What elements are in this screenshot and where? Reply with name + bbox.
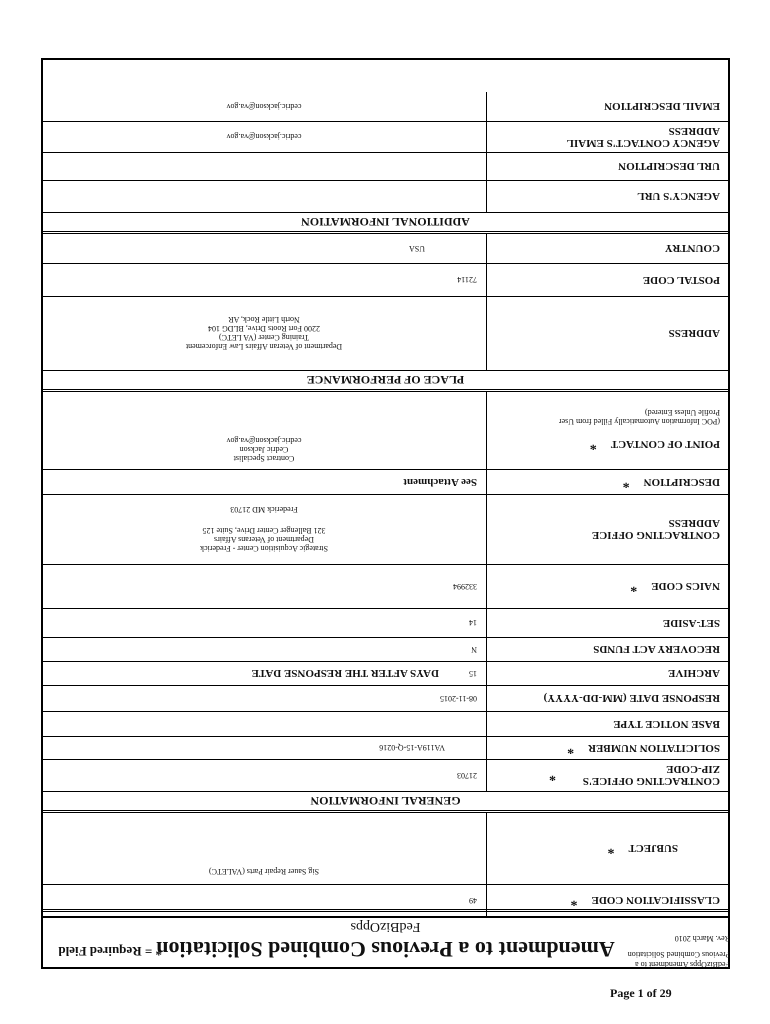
poc-note: (POC Information Automatically Filled from User Profile Unless Entered) <box>558 408 720 427</box>
poc-line: cedric.jackson@va.gov <box>226 436 302 445</box>
solicitation-form <box>41 58 730 918</box>
office-address-line: 321 Ballenger Center Drive, Suite 125 <box>202 526 326 536</box>
email-description-value: cedric.jackson@va.gov <box>226 102 302 111</box>
doc-name-1: FedBizOpps Amendment to a <box>635 960 730 969</box>
title-box <box>41 909 730 969</box>
row-classification: CLASSIFICATION CODE * 49 <box>43 885 728 916</box>
poc-line: Cedric Jackson <box>239 445 289 454</box>
base-notice-label: BASE NOTICE TYPE <box>613 718 720 730</box>
row-office-address <box>43 495 728 565</box>
subject-label: SUBJECT <box>628 842 678 855</box>
zip-value: 21703 <box>457 771 477 780</box>
row-poc: POINT OF CONTACT* (POC Information Automatically Filled from User Profile Unless Entered) Contract Specialist Cedric Jackson cedric.jackson@va.gov <box>43 392 728 470</box>
row-agency-email <box>43 122 728 153</box>
poc-label: POINT OF CONTACT <box>610 438 720 451</box>
row-zip: CONTRACTING OFFICE'S ZIP-CODE * 21703 <box>43 760 728 792</box>
required-legend: * = Required Field <box>58 944 162 959</box>
naics-value: 332994 <box>453 582 477 591</box>
country-value: USA <box>408 244 425 253</box>
url-description-label: URL DESCRIPTION <box>618 160 720 173</box>
office-address-line: Strategic Acquisition Center - Frederick <box>200 544 328 554</box>
row-recovery <box>43 638 728 662</box>
row-response-date <box>43 686 728 712</box>
naics-label: NAICS CODE <box>651 580 720 593</box>
additional-section-header: ADDITIONAL INFORMATION <box>43 213 728 234</box>
agency-url-label: AGENCY'S URL <box>637 190 720 203</box>
email-description-label: EMAIL DESCRIPTION <box>604 100 720 113</box>
page-number: Page 1 of 29 <box>610 986 672 1000</box>
archive-extra: DAYS AFTER THE RESPONSE DATE <box>251 667 439 680</box>
row-postal <box>43 264 728 297</box>
classification-value: 49 <box>469 896 477 905</box>
row-naics: NAICS CODE * 332994 <box>43 565 728 609</box>
row-set-aside <box>43 609 728 638</box>
archive-value: 15 <box>469 669 477 678</box>
response-date-value: 08-11-2015 <box>439 694 477 703</box>
page-subtitle: FedBizOpps <box>350 919 421 934</box>
postal-value: 72114 <box>457 275 477 285</box>
doc-info <box>628 933 730 969</box>
row-url-description <box>43 153 728 181</box>
archive-label: ARCHIVE <box>668 667 720 680</box>
zip-label: CONTRACTING OFFICE'S ZIP-CODE <box>582 763 720 788</box>
row-email-description <box>43 92 728 122</box>
solicitation-label: SOLICITATION NUMBER <box>588 742 720 754</box>
set-aside-label: SET-ASIDE <box>662 617 720 629</box>
solicitation-value: VA119A-15-Q-0216 <box>379 743 445 753</box>
agency-url-value <box>43 181 485 212</box>
subject-value: Sig Sauer Repair Parts (VALETC) <box>208 867 320 876</box>
base-notice-value <box>43 712 485 736</box>
url-description-value <box>43 153 485 180</box>
pop-address-label: ADDRESS <box>668 327 720 340</box>
row-base-notice <box>43 712 728 737</box>
pop-address-line: Department of Veteran Affairs Law Enforcement <box>185 342 343 352</box>
doc-name-2: Previous Combined Solicitation <box>627 950 730 959</box>
pop-address-line: 2200 Fort Roots Drive, BLDG 104 <box>208 324 320 334</box>
agency-email-value: cedric.jackson@va.gov <box>226 132 302 142</box>
page-title: Amendment to a Previous Combined Solicitation <box>156 937 615 962</box>
general-section-header: GENERAL INFORMATION <box>43 792 728 813</box>
office-address-label: CONTRACTING OFFICE ADDRESS <box>591 517 720 542</box>
recovery-value: N <box>471 645 477 654</box>
postal-label: POSTAL CODE <box>642 274 720 286</box>
row-pop-address <box>43 297 728 371</box>
response-date-label: RESPONSE DATE (MM-DD-YYYY) <box>543 692 720 705</box>
row-country <box>43 234 728 264</box>
recovery-label: RECOVERY ACT FUNDS <box>593 643 720 656</box>
row-agency-url <box>43 181 728 213</box>
poc-line: Contract Specialist <box>233 454 295 463</box>
description-label: DESCRIPTION <box>643 476 720 488</box>
office-address-line: Department of Veterans Affairs <box>214 535 314 545</box>
row-solicitation: SOLICITATION NUMBER * VA119A-15-Q-0216 <box>43 737 728 760</box>
row-subject: SUBJECT * Sig Sauer Repair Parts (VALETC) <box>43 813 728 885</box>
office-address-city: Frederick MD 21703 <box>230 505 298 515</box>
agency-email-label: AGENCY CONTACT'S EMAIL ADDRESS <box>567 125 720 149</box>
pop-address-line: Training Center (VA LETC) <box>219 333 309 343</box>
description-value: See Attachment <box>403 476 477 488</box>
pop-section-header: PLACE OF PERFORMANCE <box>43 371 728 392</box>
row-archive <box>43 662 728 686</box>
country-label: COUNTRY <box>664 242 720 255</box>
set-aside-value: 14 <box>469 618 477 628</box>
revision-date: Rev. March 2010 <box>674 934 730 943</box>
row-description: DESCRIPTION * See Attachment <box>43 470 728 495</box>
pop-address-line: North Little Rock, AR <box>228 315 300 325</box>
classification-label: CLASSIFICATION CODE <box>591 894 720 907</box>
